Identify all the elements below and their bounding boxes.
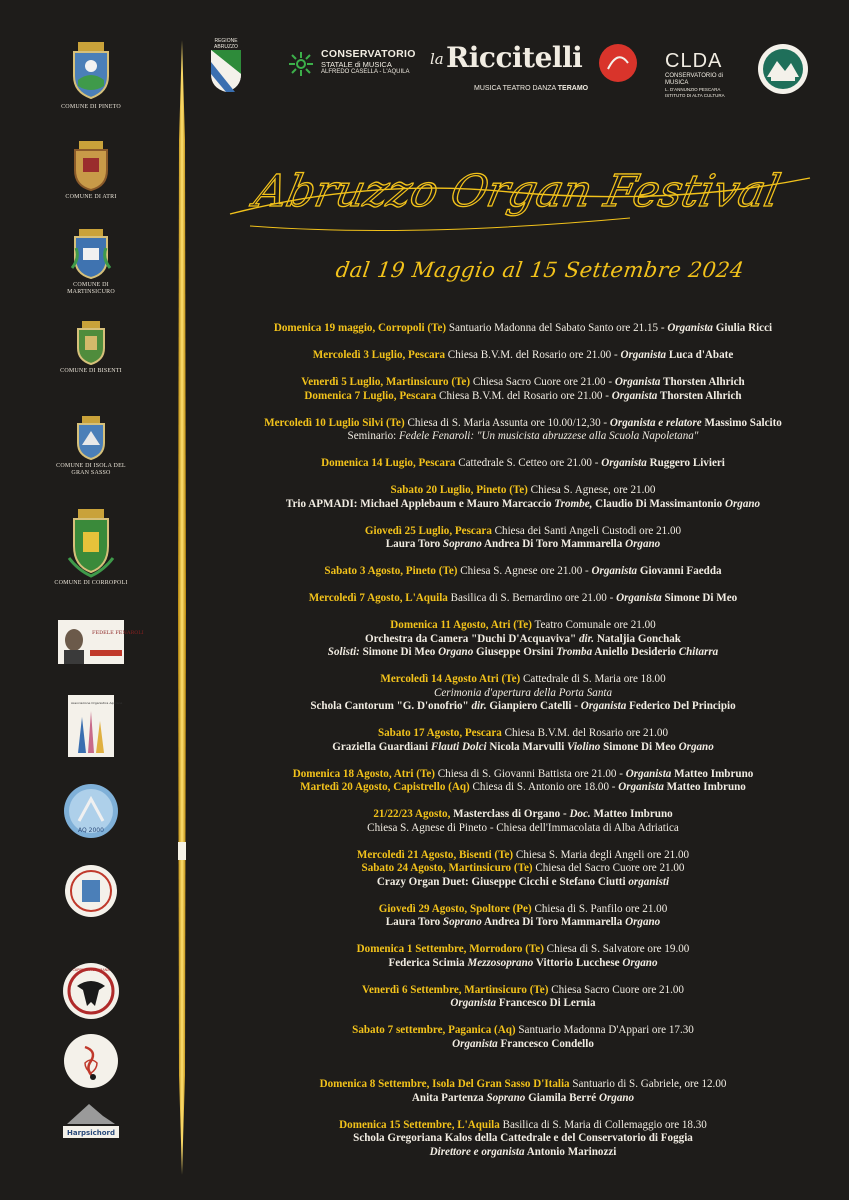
logo-clda	[665, 50, 745, 99]
event-date-place: Domenica 18 Agosto, Atri (Te)	[292, 767, 435, 780]
event-date-place: Domenica 7 Luglio, Pescara	[304, 389, 437, 402]
event-date-place: Giovedì 29 Agosto, Spoltore (Pe)	[378, 902, 532, 915]
event-role: Organista	[611, 389, 658, 402]
event-venue: Santuario di S. Gabriele, ore 12.00	[569, 1078, 727, 1090]
event-date-place: Domenica 8 Settembre, Isola Del Gran Sasso D'Italia	[319, 1078, 570, 1090]
event-item	[218, 781, 828, 795]
event-venue: Chiesa B.V.M. del Rosario ore 21.00 -	[436, 389, 612, 402]
event-date-place: Sabato 24 Agosto, Martinsicuro (Te)	[361, 862, 533, 874]
logo-fedele-fenaroli	[50, 620, 144, 664]
logo-riccitelli	[430, 40, 645, 100]
event-performer: Anita Partenza	[411, 1091, 487, 1104]
event-instrument: Organo	[625, 538, 661, 550]
event-instrument: Organo	[625, 916, 661, 928]
event-venue: Chiesa B.V.M. del Rosario ore 21.00 -	[445, 349, 621, 361]
logo-comune-martinsicuro	[50, 228, 132, 296]
fenaroli-label: FEDELE FENAROLI	[92, 630, 144, 636]
event-performer: Vittorio Lucchese	[533, 956, 623, 969]
event-instrument: Organo	[438, 646, 474, 658]
badge-icon	[63, 783, 119, 839]
harpsichord-icon	[59, 1100, 123, 1140]
event-venue: Basilica di S. Maria di Collemaggio ore 18.30	[499, 1118, 707, 1131]
event-date-place: Sabato 3 Agosto, Pineto (Te)	[324, 565, 458, 577]
event-performer: Nicola Marvulli	[486, 740, 568, 753]
event-venue: Chiesa di S. Antonio ore 18.00 -	[469, 781, 619, 793]
event-item	[218, 943, 828, 970]
event-role: Organista e relatore	[609, 416, 702, 429]
crest-icon	[74, 320, 108, 366]
event-instrument: Soprano	[486, 1091, 526, 1104]
logo-caption: COMUNE DI ISOLA DEL GRAN SASSO	[56, 463, 126, 476]
event-role: Organista	[614, 376, 661, 388]
logo-comune-isola	[50, 415, 132, 477]
organ-badge-icon	[757, 43, 809, 95]
event-performer: Claudio Di Massimantonio	[592, 497, 725, 510]
flower-icon	[281, 48, 321, 80]
event-item	[218, 322, 828, 336]
event-performer: Crazy Organ Duet: Giuseppe Cicchi e Stefano Ciutti	[376, 875, 629, 888]
event-performer: Laura Toro	[385, 538, 443, 550]
golden-spine-divider	[177, 40, 187, 1175]
logo-aq-2000	[50, 783, 132, 839]
event-performer: Francesco Condello	[497, 1037, 594, 1050]
event-instrument: Tromba	[556, 646, 593, 658]
event-item	[218, 457, 828, 471]
logo-caption: COMUNE DI BISENTI	[60, 368, 122, 374]
event-performer: Aniello Desiderio	[592, 646, 679, 658]
riccitelli-tagline-city: TERAMO	[557, 85, 589, 92]
event-date-place: 21/22/23 Agosto,	[373, 808, 454, 820]
riccitelli-tagline-plain: MUSICA TEATRO DANZA	[474, 85, 556, 92]
conservatorio-sub1: STATALE di MUSICA	[321, 60, 392, 69]
event-item	[218, 619, 828, 660]
music-emblem-icon	[63, 1033, 119, 1089]
event-performer: Giuseppe Orsini	[473, 646, 557, 658]
logo-caption: COMUNE DI PINETO	[61, 104, 121, 110]
event-venue: Chiesa Sacro Cuore ore 21.00 -	[470, 376, 615, 388]
event-instrument: Organo	[724, 497, 761, 510]
event-venue: Chiesa di S. Maria Assunta ore 10.00/12,30 -	[404, 416, 610, 429]
event-role: Organista	[625, 767, 672, 780]
event-date-place: Martedì 20 Agosto, Capistrello (Aq)	[300, 781, 470, 793]
event-role: Direttore e organista	[429, 1145, 525, 1158]
event-instrument: Chitarra	[678, 646, 719, 658]
event-performer: Giamila Berré	[525, 1091, 599, 1104]
logo-caption: COMUNE DI ATRI	[65, 194, 117, 200]
event-venue: Chiesa S. Agnese, ore 21.00	[527, 484, 656, 496]
crest-icon	[71, 140, 111, 192]
ensemble: Orchestra da Camera "Duchi D'Acquaviva"	[365, 632, 579, 645]
conservatorio-sub2: ALFREDO CASELLA - L'AQUILA	[321, 69, 410, 75]
event-date-place: Venerdì 6 Settembre, Martinsicuro (Te)	[362, 983, 549, 996]
logo-corale	[50, 1033, 132, 1089]
event-performer: Simone Di Meo	[600, 740, 679, 753]
event-role: Organista	[620, 349, 667, 361]
event-instrument: Trombe,	[554, 497, 593, 510]
event-date-place: Mercoledì 21 Agosto, Bisenti (Te)	[356, 848, 514, 861]
crest-icon	[70, 228, 112, 280]
crest-icon	[71, 415, 111, 461]
event-item	[218, 1024, 828, 1051]
director-abbrev: dir.	[471, 700, 487, 712]
regione-label: REGIONE ABRUZZO	[214, 38, 238, 50]
event-date-place: Domenica 11 Agosto, Atri (Te)	[390, 619, 532, 631]
event-date-place: Venerdì 5 Luglio, Martinsicuro (Te)	[301, 376, 471, 388]
event-instrument: Soprano	[442, 916, 482, 928]
event-performer: Simone Di Meo	[359, 646, 439, 658]
event-venue: Chiesa di S. Panfilo ore 21.00	[531, 902, 668, 915]
event-instrument: organisti	[628, 875, 670, 888]
event-venue: Chiesa B.V.M. del Rosario ore 21.00	[501, 727, 669, 739]
event-date-place: Mercoledì 10 Luglio Silvi (Te)	[264, 416, 405, 429]
event-item	[218, 484, 828, 511]
event-item	[218, 768, 828, 782]
event-role: Organista	[618, 781, 664, 793]
portrait-logo-icon	[58, 620, 144, 664]
logo-comune-atri	[50, 140, 132, 201]
event-venue: Basilica di S. Bernardino ore 21.00 -	[447, 592, 617, 604]
director: Gianpiero Catelli -	[486, 700, 581, 712]
event-venue: Chiesa del Sacro Cuore ore 21.00	[532, 862, 685, 874]
event-program	[218, 322, 828, 1159]
event-instrument: Organo	[622, 956, 658, 969]
event-item	[218, 984, 828, 1011]
riccitelli-circle-icon	[598, 43, 638, 83]
event-instrument: Flauti Dolci	[430, 740, 487, 753]
logo-regione-abruzzo	[205, 38, 247, 99]
event-performer: Thorsten Alhrich	[657, 389, 742, 402]
riccitelli-prefix: la	[430, 50, 444, 68]
event-role: Organista	[591, 565, 638, 577]
event-date-place: Sabato 17 Agosto, Pescara	[377, 727, 502, 739]
event-date-place: Mercoledì 14 Agosto Atri (Te)	[380, 673, 521, 685]
event-item	[218, 349, 828, 363]
event-instrument: Organo	[678, 740, 714, 753]
event-role: Organista	[580, 700, 627, 712]
event-venue: Cattedrale di S. Maria ore 18.00	[520, 673, 666, 685]
logo-caption: COMUNE DI CORROPOLI	[54, 580, 128, 586]
logo-circular-emblem	[50, 864, 132, 918]
event-instrument: Violino	[567, 740, 601, 753]
event-item	[218, 525, 828, 552]
event-venue: Santuario Madonna D'Appari ore 17.30	[515, 1024, 694, 1036]
event-date-place: Sabato 7 settembre, Paganica (Aq)	[352, 1024, 516, 1036]
event-role: Organista	[667, 322, 713, 334]
event-performer: Matteo Imbruno	[671, 767, 754, 780]
event-performer: Francesco Di Lernia	[496, 997, 596, 1009]
event-item	[218, 417, 828, 444]
association-label: Associazione Organistica Aquilana	[71, 701, 123, 705]
director: Nataljia Gonchak	[594, 632, 681, 645]
masterclass: Masterclass di Organo -	[453, 808, 570, 820]
seminar-label: Seminario:	[347, 430, 399, 442]
event-performer: Graziella Guardiani	[332, 740, 431, 753]
clda-line2: L. D'ANNUNZIO PESCARA	[665, 87, 721, 92]
aq-label: AQ 2000	[78, 827, 104, 834]
event-performer: Andrea Di Toro Mammarella	[481, 916, 626, 928]
event-performer: Andrea Di Toro Mammarella	[481, 538, 626, 550]
logo-comune-bisenti	[50, 320, 132, 375]
event-item	[218, 849, 828, 863]
event-performer: Giulia Ricci	[712, 322, 773, 334]
event-item	[218, 903, 828, 930]
festival-title	[210, 118, 820, 268]
event-instrument: Soprano	[442, 538, 482, 550]
event-performer: Thorsten Alhrich	[660, 376, 745, 388]
ensemble: Schola Cantorum "G. D'onofrio"	[310, 700, 472, 712]
event-date-place: Domenica 1 Settembre, Morrodoro (Te)	[356, 943, 544, 955]
event-item	[218, 673, 828, 714]
event-performer: Laura Toro	[385, 916, 443, 928]
logo-cappella	[50, 962, 132, 1020]
event-venue: Chiesa S. Agnese di Pineto - Chiesa dell'Immacolata di Alba Adriatica	[367, 821, 679, 834]
event-venue: Chiesa S. Maria degli Angeli ore 21.00	[513, 848, 690, 861]
riccitelli-name: Riccitelli	[446, 41, 583, 74]
festival-dates: dal 19 Maggio al 15 Settembre 2024	[334, 258, 746, 282]
clda-line3: ISTITUTO DI ALTA CULTURA	[665, 93, 725, 98]
seminar-title: Fedele Fenaroli: "Un musicista abruzzese alla Scuola Napoletana"	[399, 430, 699, 442]
logo-caption: COMUNE DI MARTINSICURO	[67, 282, 115, 295]
event-performer: Trio APMADI: Michael Applebaum e Mauro Marcaccio	[285, 497, 555, 510]
ensemble: Schola Gregoriana Kalos della Cattedrale e del Conservatorio di Foggia	[353, 1132, 693, 1144]
event-performer: Simone Di Meo	[661, 592, 738, 604]
crest-icon	[68, 40, 114, 102]
riccitelli-tagline	[474, 85, 588, 92]
logo-associazione-organistica	[50, 695, 132, 757]
event-venue: Chiesa Sacro Cuore ore 21.00	[548, 983, 684, 996]
festival-title-text: Abruzzo Organ Festival	[250, 166, 785, 217]
event-item	[218, 1119, 828, 1160]
event-item	[218, 1078, 828, 1105]
event-item	[218, 390, 828, 404]
event-item	[218, 862, 828, 889]
sponsor-sidebar	[0, 0, 180, 1200]
event-date-place: Sabato 20 Luglio, Pineto (Te)	[390, 484, 528, 496]
event-performer: Matteo Imbruno	[590, 808, 673, 820]
event-venue: Chiesa dei Santi Angeli Custodi ore 21.00	[491, 524, 682, 537]
event-venue: Teatro Comunale ore 21.00	[531, 619, 656, 631]
ceremony: Cerimonia d'apertura della Porta Santa	[433, 686, 613, 699]
eagle-emblem-icon	[62, 962, 120, 1020]
event-performer: Giovanni Faedda	[637, 565, 722, 577]
event-date-place: Domenica 15 Settembre, L'Aquila	[339, 1118, 500, 1131]
director-abbrev: dir.	[578, 632, 595, 645]
event-date-place: Domenica 14 Lugio, Pescara	[321, 457, 456, 469]
event-item	[218, 565, 828, 579]
event-venue: Chiesa di S. Salvatore ore 19.00	[543, 943, 690, 955]
event-venue: Cattedrale S. Cetteo ore 21.00 -	[455, 457, 602, 469]
cappella-label: CAPPELLA TERAMANA	[72, 968, 110, 972]
event-venue: Santuario Madonna del Sabato Santo ore 21.15 -	[446, 322, 668, 334]
logo-round-organ-badge	[757, 43, 809, 100]
event-instrument: Mezzosoprano	[467, 956, 534, 969]
crest-icon	[66, 508, 116, 578]
event-role: Organista	[450, 997, 497, 1009]
teacher-abbrev: Doc.	[569, 808, 591, 820]
event-instrument: Organo	[598, 1091, 635, 1104]
event-item	[218, 727, 828, 754]
logo-comune-pineto	[50, 40, 132, 111]
event-item	[218, 376, 828, 390]
event-item	[218, 592, 828, 606]
event-performer: Antonio Marinozzi	[524, 1145, 617, 1158]
clda-line1: CONSERVATORIO di MUSICA	[665, 73, 723, 86]
partner-logos	[205, 38, 825, 108]
event-date-place: Giovedì 25 Luglio, Pescara	[364, 524, 492, 537]
soloists-label: Solisti:	[327, 646, 360, 658]
event-performer: Federico Del Principio	[626, 700, 736, 712]
event-venue: Chiesa S. Agnese ore 21.00 -	[457, 565, 592, 577]
event-date-place: Domenica 19 maggio, Corropoli (Te)	[273, 322, 447, 334]
clda-name: CLDA	[665, 50, 723, 72]
event-performer: Luca d'Abate	[666, 349, 734, 361]
event-performer: Ruggero Livieri	[646, 457, 725, 469]
conservatorio-title: CONSERVATORIO	[321, 48, 416, 60]
event-performer: Federica Scimia	[388, 956, 468, 969]
event-role: Organista	[616, 592, 662, 604]
event-date-place: Mercoledì 3 Luglio, Pescara	[312, 349, 446, 361]
event-date-place: Mercoledì 7 Agosto, L'Aquila	[308, 592, 448, 604]
emblem-icon	[64, 864, 118, 918]
event-venue: Chiesa di S. Giovanni Battista ore 21.00 -	[434, 767, 626, 780]
harpsichord-label: Harpsichord	[66, 1129, 116, 1137]
event-role: Organista	[601, 457, 647, 469]
event-role: Organista	[452, 1037, 498, 1050]
event-performer: Massimo Salcito	[701, 416, 782, 429]
logo-comune-corropoli	[50, 508, 132, 587]
event-item	[218, 808, 828, 835]
event-performer: Matteo Imbruno	[663, 781, 746, 793]
logo-harpsichord	[50, 1100, 132, 1140]
organ-logo-icon	[68, 695, 123, 757]
